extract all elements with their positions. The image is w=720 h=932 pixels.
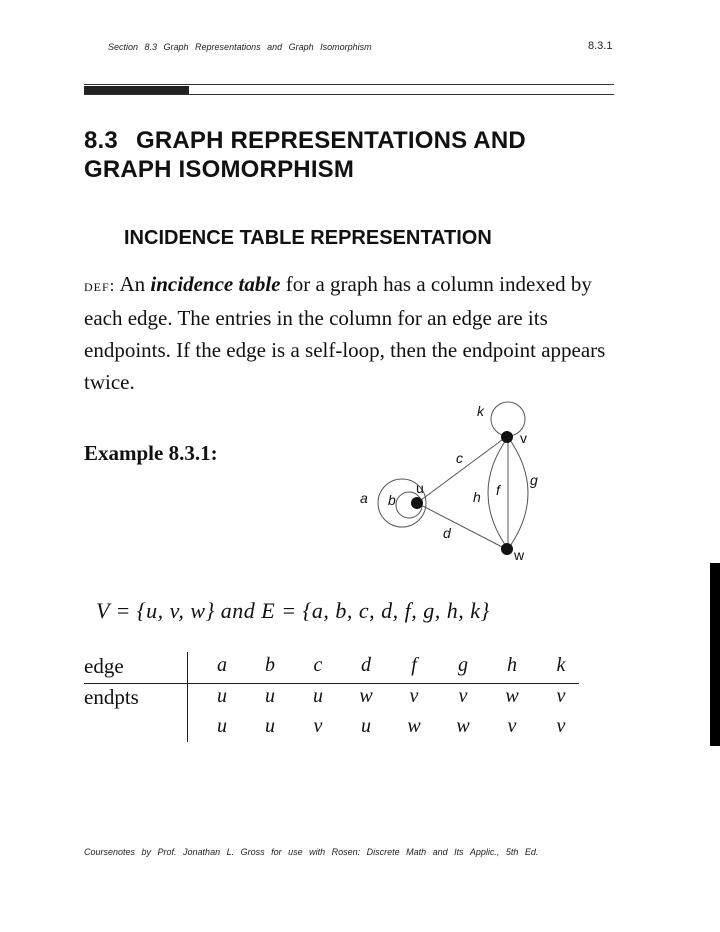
cell-endpoint-1-b: u: [265, 685, 275, 707]
cell-endpoint-1-k: v: [556, 685, 566, 707]
header-rule-top: [84, 84, 614, 85]
chapter-thumb-tab: [710, 563, 720, 746]
graph-diagram: [340, 395, 560, 570]
definition-text: for a graph has a column indexed by each edge. The entries in the column for an edge are its endpoints. If the edge is a self-loop, then the endpoint appears twice.: [84, 272, 606, 394]
edge-g: [508, 437, 528, 549]
definition-term: incidence table: [150, 272, 281, 296]
example-label: Example 8.3.1:: [84, 441, 218, 465]
vertex-label-v: v: [520, 430, 527, 446]
cell-edge-f: f: [411, 654, 417, 676]
cell-edge-g: g: [458, 654, 468, 676]
cell-endpoint-1-h: w: [505, 685, 519, 707]
cell-endpoint-1-f: v: [409, 685, 419, 707]
cell-endpoint-2-d: u: [361, 715, 371, 737]
table-vertical-rule: [187, 652, 188, 742]
row-label-endpts: endpts: [84, 685, 139, 709]
vertex-edge-sets: V = {u, v, w} and E = {a, b, c, d, f, g, h, k}: [96, 598, 490, 623]
section-title-line2: GRAPH ISOMORPHISM: [84, 156, 355, 183]
vertex-label-u: u: [416, 480, 424, 496]
footer-credit: Coursenotes by Prof. Jonathan L. Gross for use with Rosen: Discrete Math and Its Applic., 5th Ed.: [84, 847, 539, 857]
vertex-v: [501, 431, 513, 443]
section-number: 8.3: [84, 127, 118, 154]
cell-endpoint-2-a: u: [217, 715, 227, 737]
section-title-line1: GRAPH REPRESENTATIONS AND: [135, 127, 526, 154]
cell-edge-d: d: [361, 654, 371, 676]
edge-c: [417, 437, 506, 503]
cell-edge-a: a: [217, 654, 227, 676]
subsection-title: INCIDENCE TABLE REPRESENTATION: [124, 227, 492, 249]
cell-endpoint-1-a: u: [217, 685, 227, 707]
header-rule-bottom: [84, 94, 614, 95]
edge-label-k: k: [477, 403, 484, 419]
cell-endpoint-1-g: v: [458, 685, 468, 707]
cell-edge-b: b: [265, 654, 275, 676]
header-rule-thick: [84, 86, 189, 94]
cell-endpoint-1-c: u: [313, 685, 323, 707]
definition-lead: An: [119, 272, 146, 296]
vertex-label-w: w: [514, 547, 525, 563]
cell-edge-k: k: [556, 654, 566, 676]
definition-paragraph: [84, 268, 624, 398]
definition-label: def:: [84, 276, 116, 295]
edge-label-f: f: [496, 482, 500, 498]
vertex-w: [501, 543, 513, 555]
cell-endpoint-2-k: v: [556, 715, 566, 737]
cell-endpoint-2-g: w: [456, 715, 470, 737]
vertex-u: [411, 497, 423, 509]
edge-label-c: c: [456, 450, 463, 466]
cell-endpoint-2-c: v: [313, 715, 323, 737]
edge-label-g: g: [530, 472, 538, 488]
edge-label-d: d: [443, 525, 451, 541]
edge-label-b: b: [388, 492, 396, 508]
page-number: 8.3.1: [588, 40, 613, 52]
cell-endpoint-1-d: w: [359, 685, 373, 707]
cell-endpoint-2-b: u: [265, 715, 275, 737]
cell-edge-c: c: [313, 654, 323, 676]
cell-endpoint-2-f: w: [407, 715, 421, 737]
table-horizontal-rule: [84, 683, 579, 684]
edge-label-h: h: [473, 489, 481, 505]
cell-endpoint-2-h: v: [507, 715, 517, 737]
cell-edge-h: h: [507, 654, 517, 676]
running-title: Section 8.3 Graph Representations and Graph Isomorphism: [108, 42, 372, 52]
row-label-edge: edge: [84, 654, 124, 678]
section-title: [84, 126, 624, 184]
edge-d: [417, 503, 506, 549]
edge-label-a: a: [360, 490, 368, 506]
